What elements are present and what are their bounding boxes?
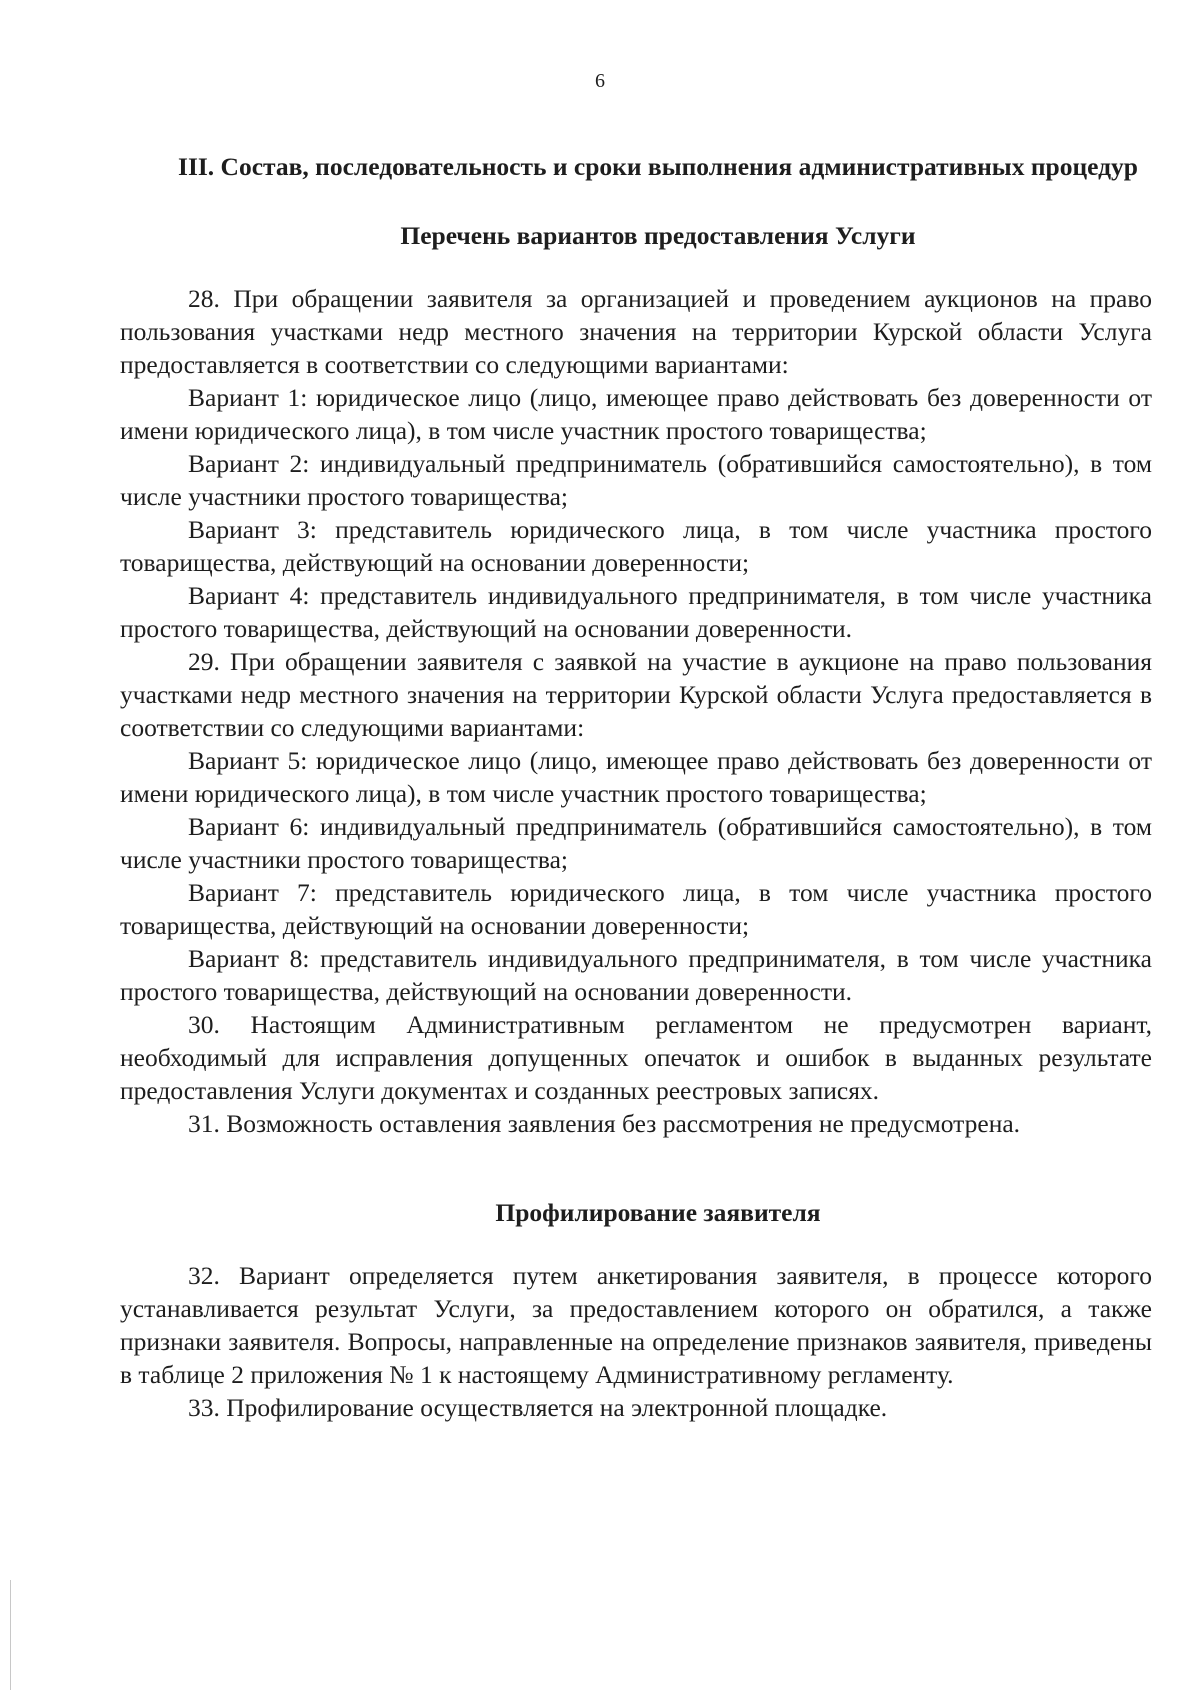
variant-2: Вариант 2: индивидуальный предприниматель (обратившийся самостоятельно), в том числе участники простого товарищества; bbox=[120, 449, 1152, 511]
page-number: 6 bbox=[595, 70, 605, 92]
document-body bbox=[120, 150, 1152, 1424]
variant-1: Вариант 1: юридическое лицо (лицо, имеющее право действовать без доверенности от имени юридического лица), в том числе участник простого товарищества; bbox=[120, 383, 1152, 445]
paragraph-28: 28. При обращении заявителя за организацией и проведением аукционов на право пользования участками недр местного значения на территории Курской области Услуга предоставляется в соответствии со следующими вариантами: bbox=[120, 284, 1152, 379]
paragraph-29: 29. При обращении заявителя с заявкой на участие в аукционе на право пользования участками недр местного значения на территории Курской области Услуга предоставляется в соответствии со следующими вариантами: bbox=[120, 647, 1152, 742]
paragraph-30: 30. Настоящим Административным регламентом не предусмотрен вариант, необходимый для исправления допущенных опечаток и ошибок в выданных результате предоставления Услуги документах и созданных реестровых записях. bbox=[120, 1010, 1152, 1105]
variant-5: Вариант 5: юридическое лицо (лицо, имеющее право действовать без доверенности от имени юридического лица), в том числе участник простого товарищества; bbox=[120, 746, 1152, 808]
paragraph-33: 33. Профилирование осуществляется на электронной площадке. bbox=[188, 1393, 888, 1422]
subheading-variants: Перечень вариантов предоставления Услуги bbox=[400, 221, 916, 250]
variant-7: Вариант 7: представитель юридического лица, в том числе участника простого товарищества, действующий на основании доверенности; bbox=[120, 878, 1152, 940]
subheading-profiling: Профилирование заявителя bbox=[495, 1198, 821, 1227]
variants-section bbox=[120, 282, 1152, 1140]
variant-8: Вариант 8: представитель индивидуального предпринимателя, в том числе участника простого товарищества, действующий на основании доверенности. bbox=[120, 944, 1152, 1006]
paragraph-32: 32. Вариант определяется путем анкетирования заявителя, в процессе которого устанавливается результат Услуги, за предоставлением которого он обратился, а также признаки заявителя. Вопросы, направленные на определение признаков заявителя, приведены в таблице 2 приложения № 1 к настоящему Административному регламенту. bbox=[120, 1261, 1152, 1389]
scan-margin-line bbox=[10, 1580, 11, 1690]
variant-6: Вариант 6: индивидуальный предприниматель (обратившийся самостоятельно), в том числе участники простого товарищества; bbox=[120, 812, 1152, 874]
paragraph-31: 31. Возможность оставления заявления без рассмотрения не предусмотрена. bbox=[188, 1109, 1021, 1138]
section-title: III. Состав, последовательность и сроки выполнения административных процедур bbox=[178, 152, 1138, 181]
variant-4: Вариант 4: представитель индивидуального предпринимателя, в том числе участника простого товарищества, действующий на основании доверенности. bbox=[120, 581, 1152, 643]
profiling-section bbox=[120, 1259, 1152, 1424]
variant-3: Вариант 3: представитель юридического лица, в том числе участника простого товарищества, действующий на основании доверенности; bbox=[120, 515, 1152, 577]
